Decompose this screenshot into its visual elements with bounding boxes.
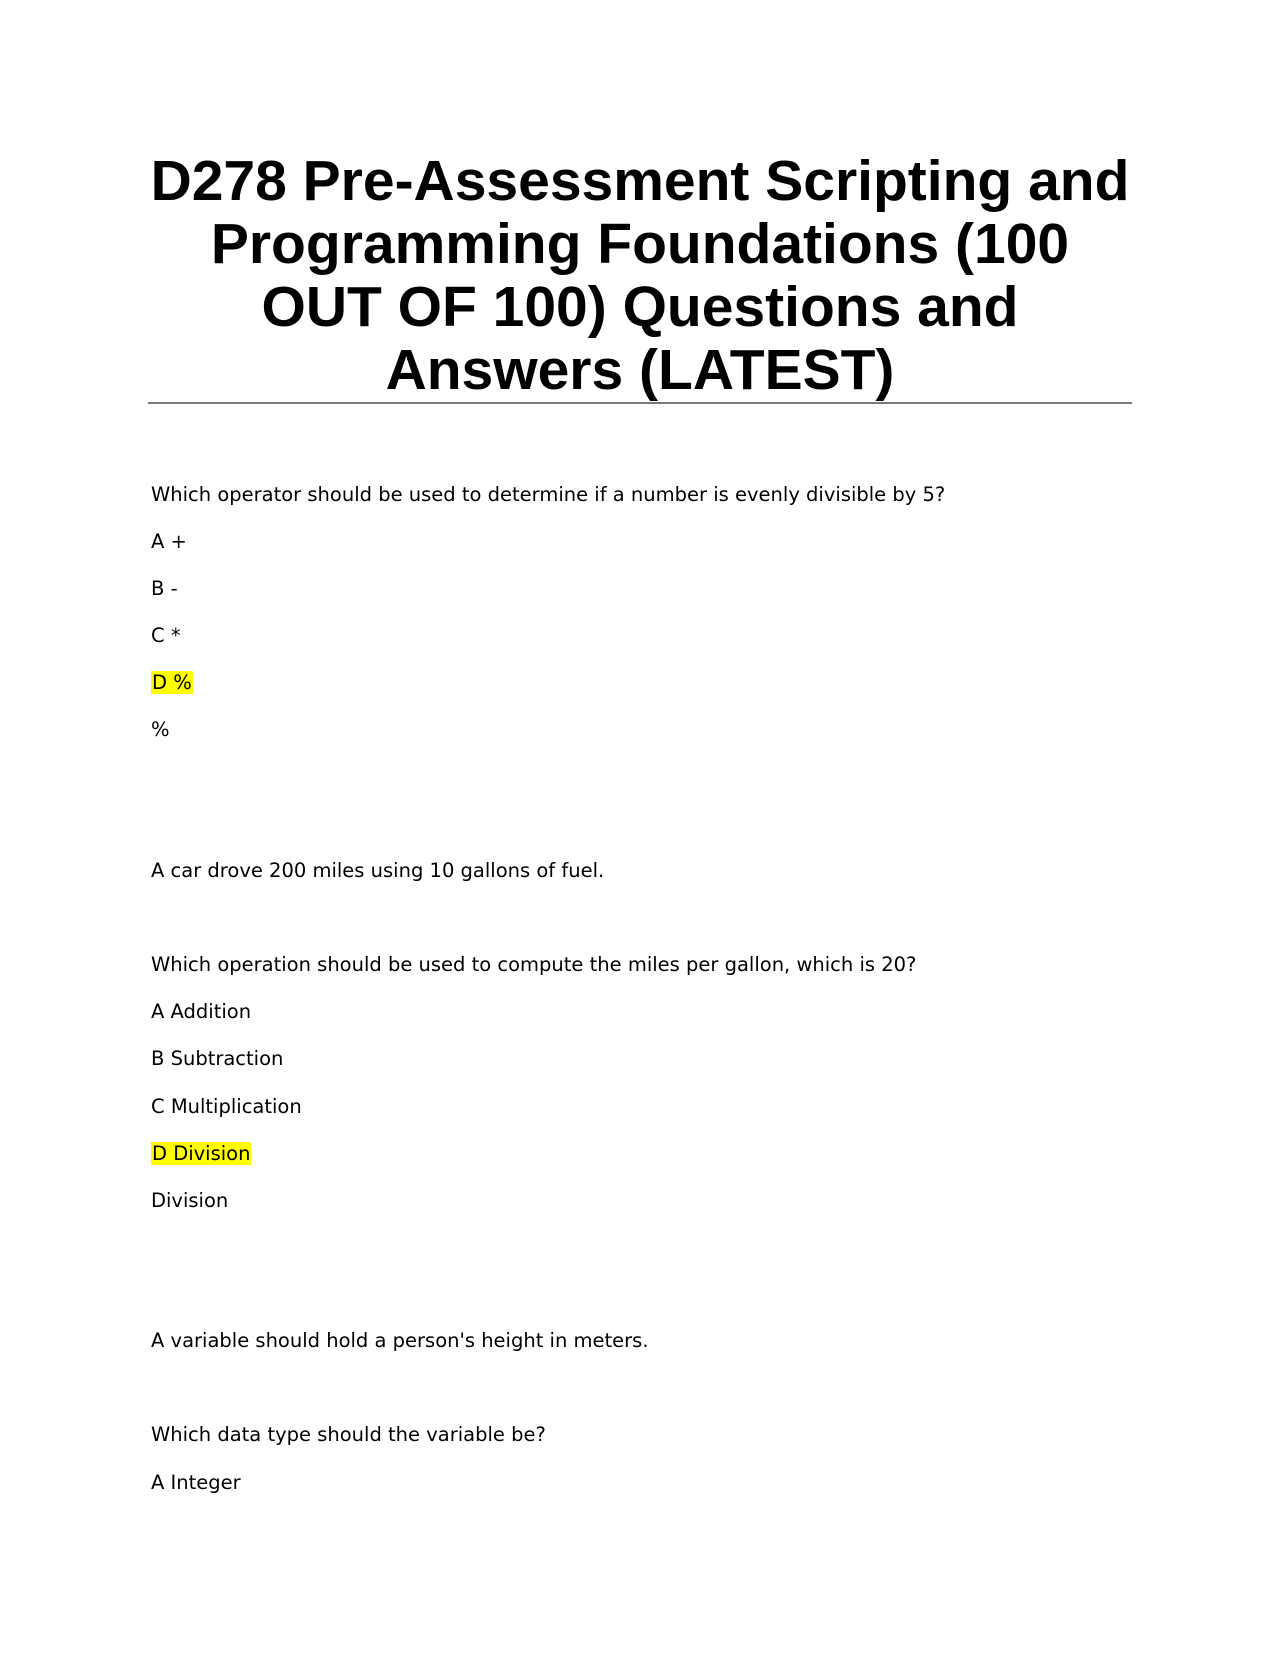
- question-1-prompt: Which operator should be used to determine if a number is evenly divisible by 5?: [151, 483, 946, 506]
- question-2-context: A car drove 200 miles using 10 gallons of fuel.: [151, 859, 605, 882]
- document-title: D278 Pre-Assessment Scripting and Programming Foundations (100 OUT OF 100) Questions and Answers (LATEST): [150, 149, 1130, 402]
- question-1-option-b: B -: [151, 577, 178, 600]
- title-divider: [148, 402, 1132, 404]
- question-2-option-c: C Multiplication: [151, 1095, 302, 1118]
- question-2-option-d-row: [151, 1141, 251, 1167]
- question-3-prompt: Which data type should the variable be?: [151, 1423, 546, 1446]
- question-1-option-d-highlighted: D %: [152, 671, 192, 694]
- question-2-option-b: B Subtraction: [151, 1047, 284, 1070]
- question-2-answer: Division: [151, 1189, 229, 1212]
- question-1-option-a: A +: [151, 530, 187, 553]
- question-3-context: A variable should hold a person's height in meters.: [151, 1329, 649, 1352]
- question-2-prompt: Which operation should be used to compute the miles per gallon, which is 20?: [151, 953, 917, 976]
- question-1-option-c: C *: [151, 624, 181, 647]
- question-3-option-a: A Integer: [151, 1471, 241, 1494]
- question-1-answer: %: [151, 718, 170, 741]
- question-2-option-d-highlighted: D Division: [152, 1142, 251, 1165]
- question-2-option-a: A Addition: [151, 1000, 252, 1023]
- question-1-option-d-row: [151, 670, 193, 696]
